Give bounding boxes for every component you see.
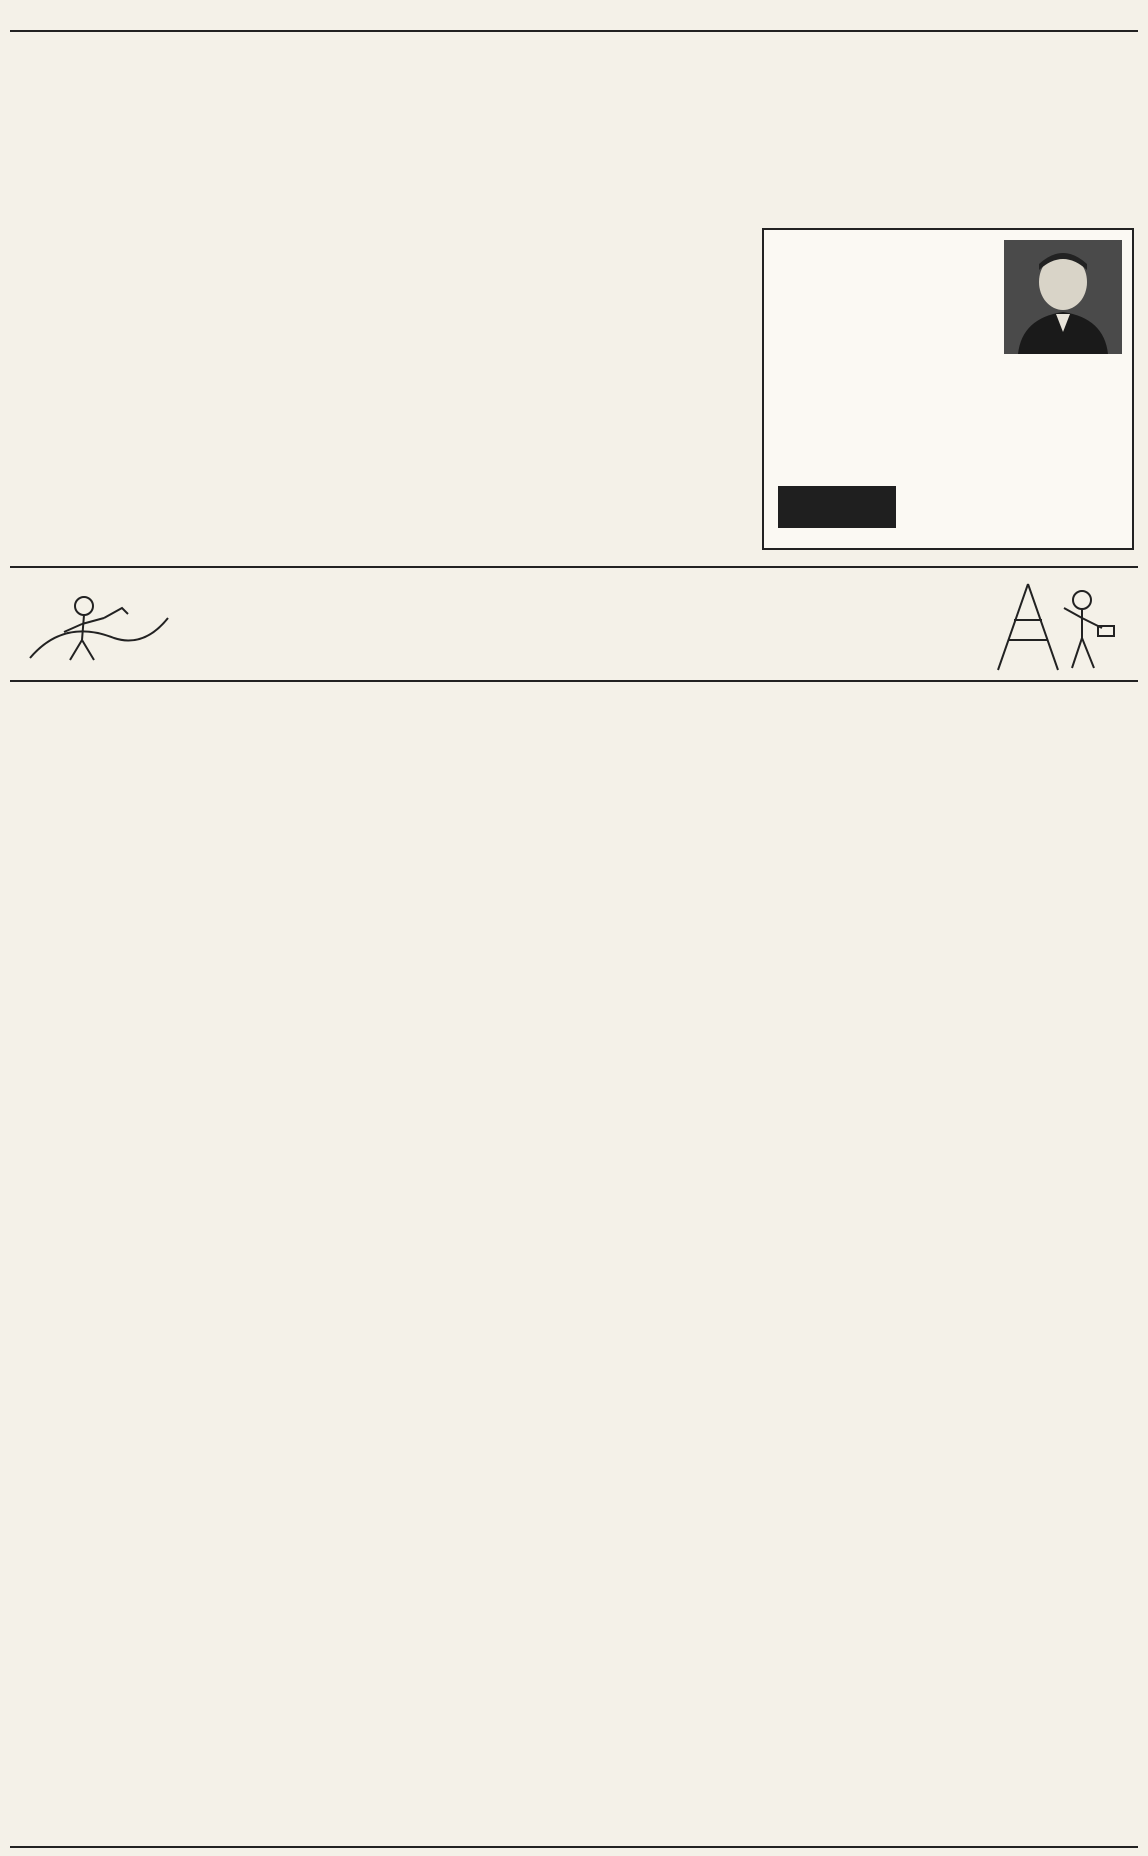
running-head xyxy=(0,6,1148,28)
portrait-photo xyxy=(1004,240,1122,354)
header-rule xyxy=(10,30,1138,32)
chamberlain-logo xyxy=(778,486,896,528)
real-estate-ad xyxy=(762,228,1134,550)
handyman-illustration-right xyxy=(978,574,1128,674)
service-guide-listings xyxy=(10,688,1138,1844)
handyman-illustration-left xyxy=(24,578,174,670)
footer-rule xyxy=(10,1846,1138,1848)
home-service-guide-banner xyxy=(10,566,1138,682)
